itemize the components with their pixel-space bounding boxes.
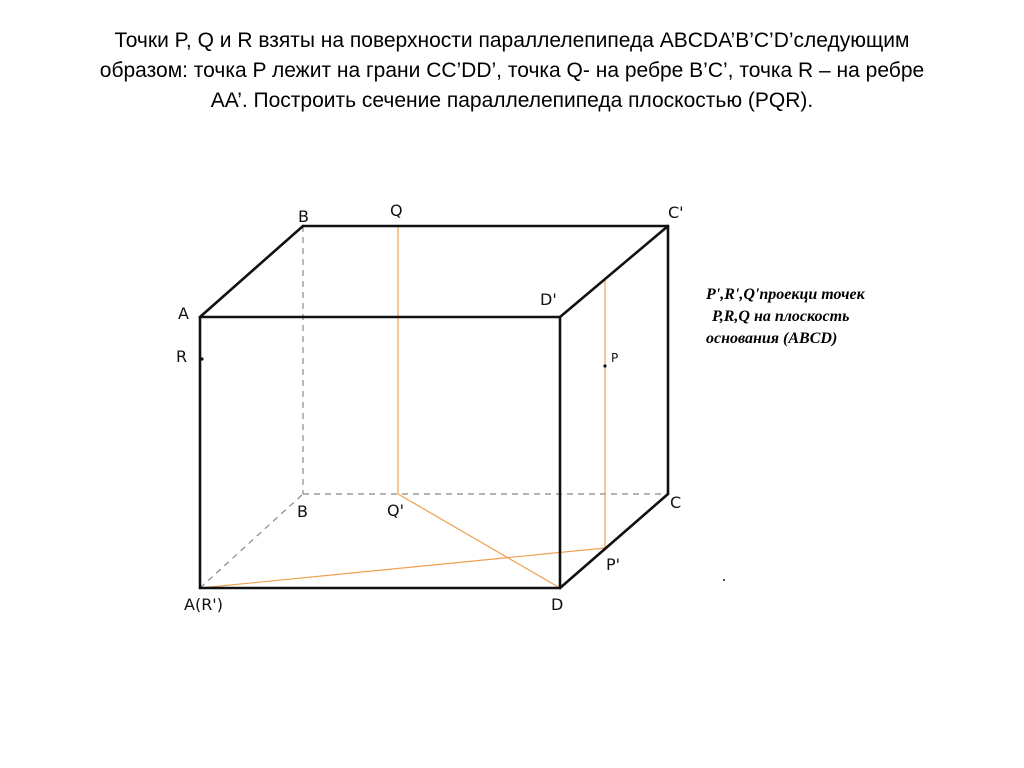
hidden-edge-ab [200,494,303,588]
construction-lines [200,226,605,588]
edge-c-prime-d-prime [560,226,668,317]
note-line-1: P',R',Q'проекци точек [706,286,865,303]
label-c-top: C' [668,203,684,222]
note-line-3: основания (ABCD) [706,330,838,347]
line-q-prime-d [398,494,560,588]
label-a-bottom: A(R') [184,595,223,614]
label-q-bottom: Q' [387,501,404,520]
label-a-top: A [178,304,189,323]
title-line-1: Точки P, Q и R взяты на поверхности параллелепипеда ABCDA’B’C’D’следующим [114,29,910,52]
label-d-bottom: D [551,595,564,614]
label-p-bottom: P' [606,555,621,574]
note-line-2: P,R,Q на плоскость [712,308,850,325]
label-q-top: Q [390,201,403,220]
hidden-edges [200,226,668,588]
stray-dot [723,579,725,581]
label-b-top: B [298,207,309,226]
label-p: P [611,351,619,365]
point-marks [200,357,725,581]
title-line-3: AA’. Построить сечение параллелепипеда плоскостью (PQR). [210,89,814,112]
vertex-labels [176,201,684,614]
label-b-bottom: B [297,502,308,521]
label-d-top: D' [540,290,557,309]
point-p [603,364,606,367]
point-r [200,357,203,360]
title-line-2: образом: точка P лежит на грани CC’DD’, точка Q- на ребре B’C’, точка R – на ребре [99,59,925,82]
label-c-bottom: C [670,493,682,512]
line-a-p-prime [200,548,605,588]
label-r: R [176,347,188,366]
projection-note [706,284,966,350]
visible-edges [200,226,668,588]
edge-a-prime-b-prime [200,226,303,317]
